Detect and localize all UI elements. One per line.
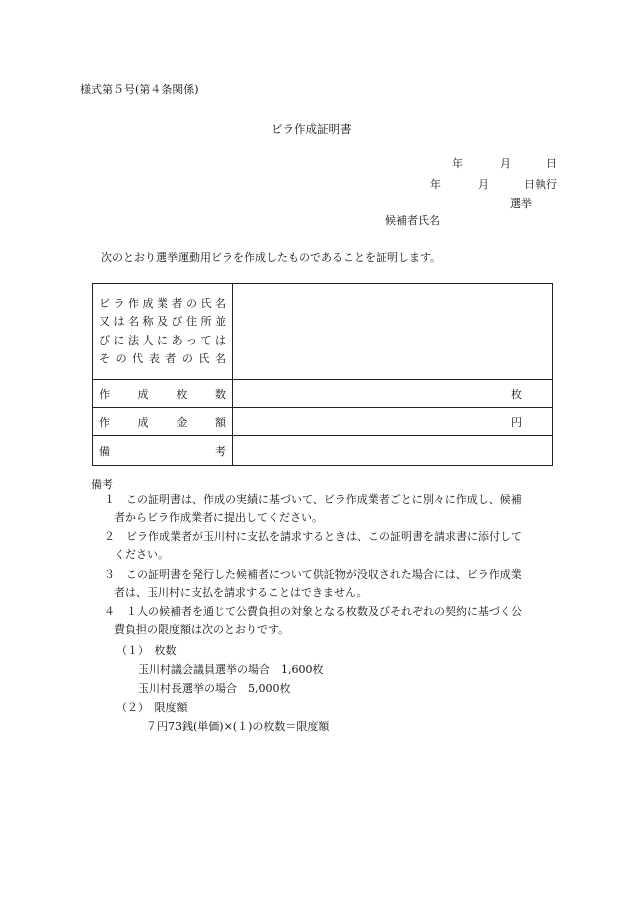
remarks-label: 備 考 xyxy=(93,436,233,466)
note-item-1: １ この証明書は、作成の実績に基づいて、ビラ作成業者ごとに別々に作成し、候補 者からビラ作成業者に提出してください。 xyxy=(104,493,522,524)
exec-day: 日執行 xyxy=(524,178,557,191)
amount-label: 作 成 金 額 xyxy=(93,408,233,436)
sub2-label: （２） 限度額 xyxy=(116,701,188,714)
date-year: 年 xyxy=(452,157,463,170)
execution-date-line xyxy=(430,176,557,192)
sub1-item: 玉川村議会議員選挙の場合 1,600枚 xyxy=(138,663,324,676)
date-month: 月 xyxy=(500,157,511,170)
certificate-table xyxy=(92,283,553,466)
document-title: ビラ作成証明書 xyxy=(271,122,352,136)
count-value xyxy=(233,380,553,408)
remarks-value xyxy=(233,436,553,466)
maker-name-value xyxy=(233,284,553,380)
maker-name-label: ビラ作成業者の氏名 又は名称及び住所並 びに法人にあっては その代表者の氏名 xyxy=(93,284,233,380)
date-line xyxy=(452,155,557,171)
exec-month: 月 xyxy=(478,178,489,191)
count-unit: 枚 xyxy=(511,387,522,401)
election-label: 選挙 xyxy=(510,197,532,210)
sub1-label: （１） 枚数 xyxy=(116,644,177,657)
count-label: 作 成 枚 数 xyxy=(93,380,233,408)
amount-unit: 円 xyxy=(511,415,522,429)
amount-value xyxy=(233,408,553,436)
exec-year: 年 xyxy=(430,178,441,191)
note-item-4: ４ １人の候補者を通じて公費負担の対象となる枚数及びそれぞれの契約に基づく公 費負担の限度額は次のとおりです。 xyxy=(104,605,522,636)
certification-statement: 次のとおり選挙運動用ビラを作成したものであることを証明します。 xyxy=(101,251,442,264)
sub2-formula: ７円73銭(単価)×(１)の枚数＝限度額 xyxy=(146,720,330,733)
sub1-item: 玉川村長選挙の場合 5,000枚 xyxy=(138,682,291,695)
note-item-3: ３ この証明書を発行した候補者について供託物が没収された場合には、ビラ作成業 者は、玉川村に支払を請求することはできません。 xyxy=(104,568,522,599)
candidate-name-label: 候補者氏名 xyxy=(385,214,440,227)
date-day: 日 xyxy=(546,157,557,170)
note-item-2: ２ ビラ作成業者が玉川村に支払を請求するときは、この証明書を請求書に添付して ください。 xyxy=(104,530,522,561)
notes-heading: 備考 xyxy=(91,478,113,491)
form-number: 様式第５号(第４条関係) xyxy=(80,83,199,96)
